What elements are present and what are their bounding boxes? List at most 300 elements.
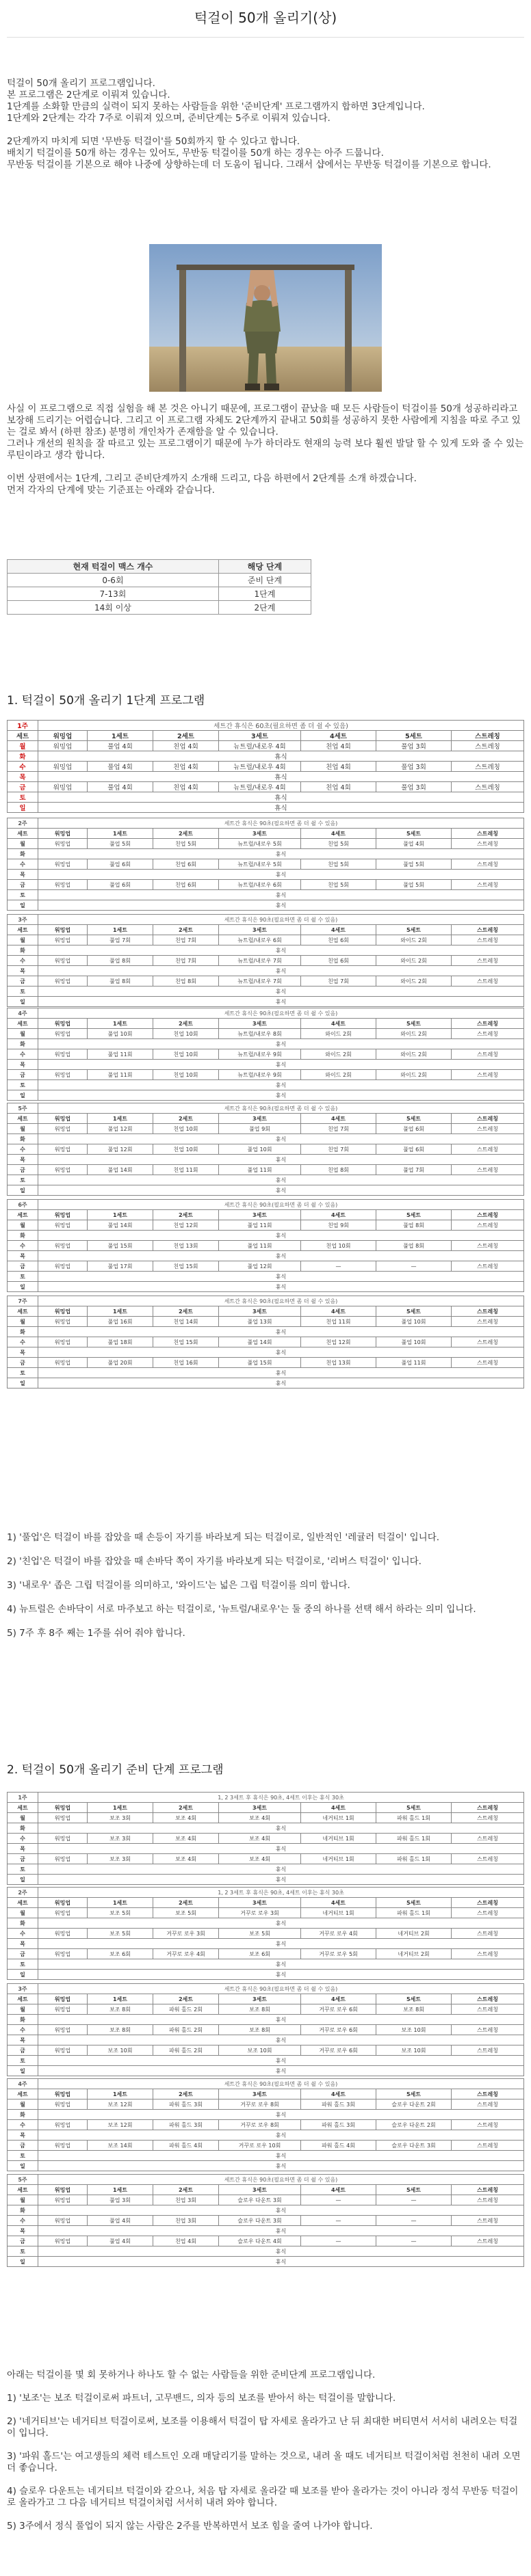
rest-cell: 휴식 xyxy=(38,1080,524,1090)
set-cell: 풀업 5회 xyxy=(88,839,153,849)
set-cell: 보조 8회 xyxy=(219,2025,301,2035)
day-row xyxy=(8,2015,524,2025)
set-cell: 친업 12회 xyxy=(301,1337,376,1347)
rest-cell: 휴식 xyxy=(38,1959,524,1970)
set-cell: 워밍업 xyxy=(38,956,88,966)
paragraph-line: 2) '친업'은 턱걸이 바를 잡았을 때 손바닥 쪽이 자기를 바라보게 되는 턱걸이로, '리버스 턱걸이' 입니다. xyxy=(7,1556,422,1567)
set-cell: 친업 4회 xyxy=(153,2236,219,2246)
day-row xyxy=(8,935,524,945)
set-cell: 워밍업 xyxy=(38,2195,88,2205)
day-row xyxy=(8,1282,524,1292)
day-row xyxy=(8,976,524,987)
week-caption-row xyxy=(8,818,524,829)
column-header: 스트레칭 xyxy=(452,829,524,839)
criteria-row xyxy=(8,587,311,601)
day-label: 화 xyxy=(8,1918,38,1929)
column-header: 4세트 xyxy=(301,731,376,741)
rest-cell: 휴식 xyxy=(38,2161,524,2171)
set-cell: 보조 12회 xyxy=(88,2099,153,2110)
week-table xyxy=(7,1199,524,1292)
day-row xyxy=(8,1949,524,1959)
day-label: 금 xyxy=(8,1949,38,1959)
set-cell: 와이드 2회 xyxy=(376,1049,452,1060)
paragraph-line: 5) 3주에서 정식 풀업이 되지 않는 사람은 2주를 반복하면서 보조 힘을 줄여 나가야 합니다. xyxy=(7,2521,373,2532)
set-cell: 친업 12회 xyxy=(153,1220,219,1231)
day-row xyxy=(8,2110,524,2120)
day-label: 금 xyxy=(8,1358,38,1368)
day-row xyxy=(8,2130,524,2141)
column-header: 1세트 xyxy=(88,925,153,935)
set-cell: 거꾸로 로우 4회 xyxy=(301,1929,376,1939)
day-row xyxy=(8,1134,524,1144)
rest-cell: 휴식 xyxy=(38,1970,524,1980)
criteria-count: 7-13회 xyxy=(8,587,219,601)
set-cell: 와이드 2회 xyxy=(376,976,452,987)
column-header: 2세트 xyxy=(153,1994,219,2004)
day-row xyxy=(8,1959,524,1970)
day-label: 수 xyxy=(8,2216,38,2226)
set-cell: 풀업 4회 xyxy=(88,741,153,751)
day-label: 수 xyxy=(8,762,38,772)
set-cell: — xyxy=(376,2195,452,2205)
day-row xyxy=(8,1175,524,1185)
column-header: 4세트 xyxy=(301,1898,376,1908)
rest-cell: 휴식 xyxy=(38,772,524,782)
week-caption-row xyxy=(8,1793,524,1803)
set-cell: 보조 8회 xyxy=(376,2004,452,2015)
column-header: 2세트 xyxy=(153,829,219,839)
paragraph-line xyxy=(7,2474,524,2486)
day-row xyxy=(8,1844,524,1854)
column-header: 4세트 xyxy=(301,1306,376,1317)
paragraph-line: 먼저 각자의 단계에 맞는 기준표는 아래와 같습니다. xyxy=(7,485,215,496)
set-cell: 친업 11회 xyxy=(301,1317,376,1327)
week-header-row xyxy=(8,2185,524,2195)
set-cell: 풀업 4회 xyxy=(88,762,153,772)
day-row xyxy=(8,2226,524,2236)
set-cell: 와이드 2회 xyxy=(376,1070,452,1080)
rest-cell: 휴식 xyxy=(38,2257,524,2267)
set-cell: 보조 4회 xyxy=(219,1834,301,1844)
set-cell: 워밍업 xyxy=(38,1049,88,1060)
set-cell: 보조 5회 xyxy=(88,1929,153,1939)
week-label: 6주 xyxy=(8,1200,38,1210)
set-cell: 보조 3회 xyxy=(88,1854,153,1864)
set-cell: 친업 10회 xyxy=(153,1029,219,1039)
set-cell: 친업 16회 xyxy=(153,1358,219,1368)
day-row xyxy=(8,2099,524,2110)
set-cell: 보조 4회 xyxy=(219,1813,301,1823)
column-header: 워밍업 xyxy=(38,1210,88,1220)
column-header: 1세트 xyxy=(88,829,153,839)
week-caption: 세트간 휴식은 90초(필요하면 좀 더 쉴 수 있음) xyxy=(38,1200,524,1210)
day-label: 목 xyxy=(8,1844,38,1854)
set-cell: 네거티브 1회 xyxy=(301,1908,376,1918)
criteria-count: 0-6회 xyxy=(8,574,219,587)
column-header: 4세트 xyxy=(301,1803,376,1813)
set-cell: 풀업 14회 xyxy=(88,1220,153,1231)
set-cell: 워밍업 xyxy=(38,859,88,870)
day-label: 일 xyxy=(8,803,38,813)
day-label: 금 xyxy=(8,1070,38,1080)
day-label: 금 xyxy=(8,782,38,792)
column-header: 워밍업 xyxy=(38,829,88,839)
paragraph-line: 3) '파워 홀드'는 여고생들의 체력 테스트인 오래 매달리기를 말하는 것으로, 내려 올 때도 네거티브 턱걸이처럼 천천히 내려 오면 더 좋습니다. xyxy=(7,2451,521,2473)
column-header: 세트 xyxy=(8,2089,38,2099)
day-row xyxy=(8,2216,524,2226)
column-header: 5세트 xyxy=(376,2089,452,2099)
set-cell: 네거티브 2회 xyxy=(376,1929,452,1939)
week-caption-row xyxy=(8,1296,524,1306)
set-cell: 뉴트럴/내로우 9회 xyxy=(219,1070,301,1080)
day-row xyxy=(8,1165,524,1175)
column-header: 워밍업 xyxy=(38,2089,88,2099)
set-cell: 파워 홀드 2회 xyxy=(153,2045,219,2056)
day-label: 화 xyxy=(8,1231,38,1241)
set-cell: 풀업 18회 xyxy=(88,1337,153,1347)
stretch-cell: 스트레칭 xyxy=(452,1144,524,1155)
day-label: 화 xyxy=(8,2110,38,2120)
day-row xyxy=(8,1090,524,1101)
column-header: 2세트 xyxy=(153,2185,219,2195)
paragraph-line xyxy=(7,461,524,473)
rest-cell: 휴식 xyxy=(38,2035,524,2045)
column-header: 4세트 xyxy=(301,1210,376,1220)
week-caption: 세트간 휴식은 90초(필요하면 좀 더 쉴 수 있음) xyxy=(38,2079,524,2089)
column-header: 3세트 xyxy=(219,1898,301,1908)
set-cell: 친업 7회 xyxy=(153,956,219,966)
day-label: 목 xyxy=(8,1251,38,1261)
set-cell: 풀업 4회 xyxy=(376,839,452,849)
week-header-row xyxy=(8,829,524,839)
stage-criteria-table xyxy=(7,559,311,615)
set-cell: 와이드 2회 xyxy=(376,956,452,966)
rest-cell: 휴식 xyxy=(38,1327,524,1337)
rest-cell: 휴식 xyxy=(38,2151,524,2161)
set-cell: 풀업 20회 xyxy=(88,1358,153,1368)
set-cell: 보조 10회 xyxy=(219,2045,301,2056)
column-header: 2세트 xyxy=(153,1019,219,1029)
day-row xyxy=(8,1358,524,1368)
header-max-count: 현재 턱걸이 맥스 개수 xyxy=(8,560,219,574)
set-cell: — xyxy=(376,1261,452,1272)
rest-cell: 휴식 xyxy=(38,890,524,900)
column-header: 1세트 xyxy=(88,1210,153,1220)
set-cell: 친업 5회 xyxy=(153,839,219,849)
day-row xyxy=(8,2066,524,2076)
rest-cell: 휴식 xyxy=(38,966,524,976)
day-label: 화 xyxy=(8,945,38,956)
set-cell: 와이드 2회 xyxy=(376,935,452,945)
day-label: 일 xyxy=(8,1875,38,1885)
set-cell: 친업 10회 xyxy=(153,1070,219,1080)
prep-notes xyxy=(7,2370,524,2532)
paragraph-line xyxy=(7,2509,524,2521)
week-label: 7주 xyxy=(8,1296,38,1306)
stretch-cell: 스트레칭 xyxy=(452,1124,524,1134)
set-cell: 슬로우 다운트 3회 xyxy=(219,2216,301,2226)
day-label: 월 xyxy=(8,1124,38,1134)
set-cell: 풀업 4회 xyxy=(88,782,153,792)
stretch-cell: 스트레칭 xyxy=(452,859,524,870)
set-cell: 네거티브 1회 xyxy=(301,1834,376,1844)
set-cell: 풀업 8회 xyxy=(88,956,153,966)
set-cell: 보조 3회 xyxy=(88,1834,153,1844)
paragraph-line: 이번 상편에서는 1단계, 그리고 준비단계까지 소개해 드리고, 다음 하편에서 2단계를 소개 하겠습니다. xyxy=(7,473,417,484)
set-cell: 워밍업 xyxy=(38,935,88,945)
week-caption: 세트간 휴식은 90초(필요하면 좀 더 쉴 수 있음) xyxy=(38,2175,524,2185)
title-divider xyxy=(7,37,524,38)
set-cell: 보조 4회 xyxy=(153,1834,219,1844)
column-header: 워밍업 xyxy=(38,1803,88,1813)
set-cell: 워밍업 xyxy=(38,1241,88,1251)
rest-cell: 휴식 xyxy=(38,2066,524,2076)
day-row xyxy=(8,900,524,911)
set-cell: 뉴트럴/내로우 7회 xyxy=(219,956,301,966)
set-cell: 슬로우 다운트 2회 xyxy=(376,2120,452,2130)
day-label: 토 xyxy=(8,1080,38,1090)
day-row xyxy=(8,1039,524,1049)
set-cell: 풀업 13회 xyxy=(219,1317,301,1327)
week-caption: 세트간 휴식은 90초(필요하면 좀 더 쉴 수 있음) xyxy=(38,915,524,925)
week-header-row xyxy=(8,925,524,935)
set-cell: 거꾸로 로우 6회 xyxy=(301,2045,376,2056)
week-header-row xyxy=(8,1019,524,1029)
stretch-cell: 스트레칭 xyxy=(452,2120,524,2130)
column-header: 5세트 xyxy=(376,1306,452,1317)
day-label: 금 xyxy=(8,2141,38,2151)
set-cell: 파워 홀드 1회 xyxy=(376,1813,452,1823)
column-header: 5세트 xyxy=(376,731,452,741)
rest-cell: 휴식 xyxy=(38,1251,524,1261)
column-header: 워밍업 xyxy=(38,925,88,935)
day-row xyxy=(8,2025,524,2035)
set-cell: 친업 8회 xyxy=(301,1165,376,1175)
set-cell: 네거티브 2회 xyxy=(376,1949,452,1959)
week-caption-row xyxy=(8,1200,524,1210)
day-label: 목 xyxy=(8,1155,38,1165)
stage1-notes xyxy=(7,1531,524,1651)
week-table xyxy=(7,914,524,1007)
column-header: 2세트 xyxy=(153,1114,219,1124)
rest-cell: 휴식 xyxy=(38,945,524,956)
set-cell: 풀업 3회 xyxy=(88,2195,153,2205)
rest-cell: 휴식 xyxy=(38,1875,524,1885)
set-cell: 뉴트럴/내로우 5회 xyxy=(219,859,301,870)
column-header: 스트레칭 xyxy=(452,1210,524,1220)
set-cell: — xyxy=(301,2195,376,2205)
set-cell: 워밍업 xyxy=(38,1337,88,1347)
week-header-row xyxy=(8,1803,524,1813)
set-cell: 뉴트럴/내로우 8회 xyxy=(219,1029,301,1039)
stretch-cell: 스트레칭 xyxy=(452,1358,524,1368)
column-header: 1세트 xyxy=(88,2089,153,2099)
day-row xyxy=(8,751,524,762)
set-cell: 뉴트럴/내로우 4회 xyxy=(219,782,301,792)
criteria-stage: 2단계 xyxy=(218,601,311,615)
set-cell: 풀업 6회 xyxy=(88,859,153,870)
day-row xyxy=(8,762,524,772)
stretch-cell: 스트레칭 xyxy=(452,1241,524,1251)
column-header: 스트레칭 xyxy=(452,925,524,935)
column-header: 5세트 xyxy=(376,1210,452,1220)
stretch-cell: 스트레칭 xyxy=(452,1929,524,1939)
stretch-cell: 스트레칭 xyxy=(452,976,524,987)
set-cell: 친업 4회 xyxy=(153,762,219,772)
day-row xyxy=(8,1124,524,1134)
set-cell: 보조 6회 xyxy=(219,1949,301,1959)
set-cell: 보조 4회 xyxy=(219,1854,301,1864)
set-cell: 풀업 3회 xyxy=(376,782,452,792)
set-cell: 워밍업 xyxy=(38,2045,88,2056)
set-cell: 풀업 4회 xyxy=(88,2236,153,2246)
set-cell: 네거티브 1회 xyxy=(301,1854,376,1864)
set-cell: 거꾸로 로우 6회 xyxy=(301,2004,376,2015)
column-header: 4세트 xyxy=(301,1994,376,2004)
set-cell: 워밍업 xyxy=(38,1124,88,1134)
week-label: 4주 xyxy=(8,1008,38,1019)
paragraph-line: 사실 이 프로그램으로 직접 실험을 해 본 것은 아니기 때문에, 프로그램이 끝났을 때 모든 사람들이 턱걸이를 50개 성공하리라고 보장해 드리기는 어렵습니다. 그리고 이 프로그램 자체도 2단계까지 끝내고 50회를 성공하지 못한 사람에게 지침을 따로 주고 있는 걸로 봐서 (하편 참조) 분명히 개인차가 존재함을 알 수 있습니다. xyxy=(7,403,521,438)
week-caption-row xyxy=(8,2175,524,2185)
column-header: 2세트 xyxy=(153,731,219,741)
day-label: 화 xyxy=(8,1327,38,1337)
day-label: 일 xyxy=(8,2257,38,2267)
set-cell: 보조 3회 xyxy=(88,1813,153,1823)
week-table xyxy=(7,1296,524,1388)
column-header: 스트레칭 xyxy=(452,1994,524,2004)
rest-cell: 휴식 xyxy=(38,849,524,859)
week-caption: 세트간 휴식은 90초(필요하면 좀 더 쉴 수 있음) xyxy=(38,1296,524,1306)
set-cell: 풀업 15회 xyxy=(219,1358,301,1368)
day-row xyxy=(8,1347,524,1358)
day-row xyxy=(8,870,524,880)
set-cell: 파워 홀드 3회 xyxy=(153,2120,219,2130)
rest-cell: 휴식 xyxy=(38,2246,524,2257)
set-cell: 보조 5회 xyxy=(88,1908,153,1918)
day-label: 목 xyxy=(8,1347,38,1358)
set-cell: 거꾸로 로우 5회 xyxy=(301,1949,376,1959)
column-header: 3세트 xyxy=(219,2089,301,2099)
column-header: 1세트 xyxy=(88,1019,153,1029)
paragraph-line: 아래는 턱걸이를 몇 회 못하거나 하나도 할 수 없는 사람들을 위한 준비단계 프로그램입니다. xyxy=(7,2370,376,2380)
rest-cell: 휴식 xyxy=(38,2015,524,2025)
set-cell: 보조 10회 xyxy=(376,2025,452,2035)
week-header-row xyxy=(8,1114,524,1124)
set-cell: 워밍업 xyxy=(38,1854,88,1864)
set-cell: 파워 홀드 1회 xyxy=(376,1908,452,1918)
column-header: 스트레칭 xyxy=(452,1803,524,1813)
day-label: 금 xyxy=(8,880,38,890)
set-cell: 뉴트럴/내로우 9회 xyxy=(219,1049,301,1060)
set-cell: 풀업 7회 xyxy=(88,935,153,945)
week-table xyxy=(7,1983,524,2076)
set-cell: 풀업 14회 xyxy=(219,1337,301,1347)
day-row xyxy=(8,1875,524,1885)
column-header: 스트레칭 xyxy=(452,731,524,741)
day-label: 금 xyxy=(8,1261,38,1272)
column-header: 워밍업 xyxy=(38,2185,88,2195)
rest-cell: 휴식 xyxy=(38,1272,524,1282)
day-row xyxy=(8,890,524,900)
day-row xyxy=(8,1029,524,1039)
set-cell: 친업 10회 xyxy=(153,1144,219,1155)
day-label: 목 xyxy=(8,1939,38,1949)
set-cell: 거꾸로 로우 3회 xyxy=(153,1929,219,1939)
set-cell: 풀업 17회 xyxy=(88,1261,153,1272)
day-row xyxy=(8,1231,524,1241)
day-row xyxy=(8,2151,524,2161)
set-cell: 워밍업 xyxy=(38,1029,88,1039)
set-cell: — xyxy=(301,1261,376,1272)
set-cell: 친업 4회 xyxy=(301,782,376,792)
set-cell: 와이드 2회 xyxy=(301,1029,376,1039)
criteria-row xyxy=(8,601,311,615)
set-cell: 풀업 11회 xyxy=(219,1165,301,1175)
set-cell: 친업 3회 xyxy=(153,2216,219,2226)
day-row xyxy=(8,2035,524,2045)
set-cell: 풀업 10회 xyxy=(219,1144,301,1155)
set-cell: 친업 14회 xyxy=(153,1317,219,1327)
column-header: 5세트 xyxy=(376,1898,452,1908)
day-row xyxy=(8,966,524,976)
page-title: 턱걸이 50개 올리기(상) xyxy=(194,10,337,26)
set-cell: 친업 4회 xyxy=(153,741,219,751)
day-label: 수 xyxy=(8,1049,38,1060)
set-cell: 거꾸로 로우 8회 xyxy=(219,2120,301,2130)
set-cell: 풀업 8회 xyxy=(88,976,153,987)
column-header: 4세트 xyxy=(301,925,376,935)
set-cell: 풀업 11회 xyxy=(219,1220,301,1231)
rest-cell: 휴식 xyxy=(38,1134,524,1144)
day-label: 화 xyxy=(8,1823,38,1834)
set-cell: 워밍업 xyxy=(38,1165,88,1175)
column-header: 3세트 xyxy=(219,731,301,741)
set-cell: 보조 12회 xyxy=(88,2120,153,2130)
rest-cell: 휴식 xyxy=(38,870,524,880)
set-cell: 워밍업 xyxy=(38,2004,88,2015)
day-label: 월 xyxy=(8,1908,38,1918)
set-cell: 보조 6회 xyxy=(88,1949,153,1959)
column-header: 1세트 xyxy=(88,1306,153,1317)
rest-cell: 휴식 xyxy=(38,997,524,1007)
column-header: 5세트 xyxy=(376,829,452,839)
day-row xyxy=(8,772,524,782)
stretch-cell: 스트레칭 xyxy=(452,839,524,849)
rest-cell: 휴식 xyxy=(38,1368,524,1378)
set-cell: 워밍업 xyxy=(38,1144,88,1155)
column-header: 세트 xyxy=(8,1803,38,1813)
column-header: 2세트 xyxy=(153,1898,219,1908)
set-cell: 풀업 16회 xyxy=(88,1317,153,1327)
set-cell: 친업 9회 xyxy=(301,1220,376,1231)
set-cell: 보조 14회 xyxy=(88,2141,153,2151)
week-caption: 세트간 휴식은 90초(필요하면 좀 더 쉴 수 있음) xyxy=(38,1984,524,1994)
day-row xyxy=(8,849,524,859)
column-header: 세트 xyxy=(8,829,38,839)
week-caption: 세트간 휴식은 90초(필요하면 좀 더 쉴 수 있음) xyxy=(38,1008,524,1019)
day-row xyxy=(8,1261,524,1272)
rest-cell: 휴식 xyxy=(38,1185,524,1196)
paragraph-line: 3) '내로우' 좁은 그립 턱걸이를 의미하고, '와이드'는 넓은 그립 턱걸이를 의미 합니다. xyxy=(7,1580,350,1591)
set-cell: 워밍업 xyxy=(38,2216,88,2226)
set-cell: 친업 6회 xyxy=(153,859,219,870)
week-table xyxy=(7,1103,524,1196)
column-header: 4세트 xyxy=(301,1019,376,1029)
set-cell: 네거티브 1회 xyxy=(301,1813,376,1823)
rest-cell: 휴식 xyxy=(38,792,524,803)
paragraph-line: 4) 슬로우 다운트는 네거티브 턱걸이와 같으나, 처음 탑 자세로 올라갈 때 보조를 받아 올라가는 것이 아니라 정석 무반동 턱걸이로 올라가고 그 다음 네거티브 턱걸이처럼 서서히 내려 와야 합니다. xyxy=(7,2486,519,2508)
stretch-cell: 스트레칭 xyxy=(452,2004,524,2015)
